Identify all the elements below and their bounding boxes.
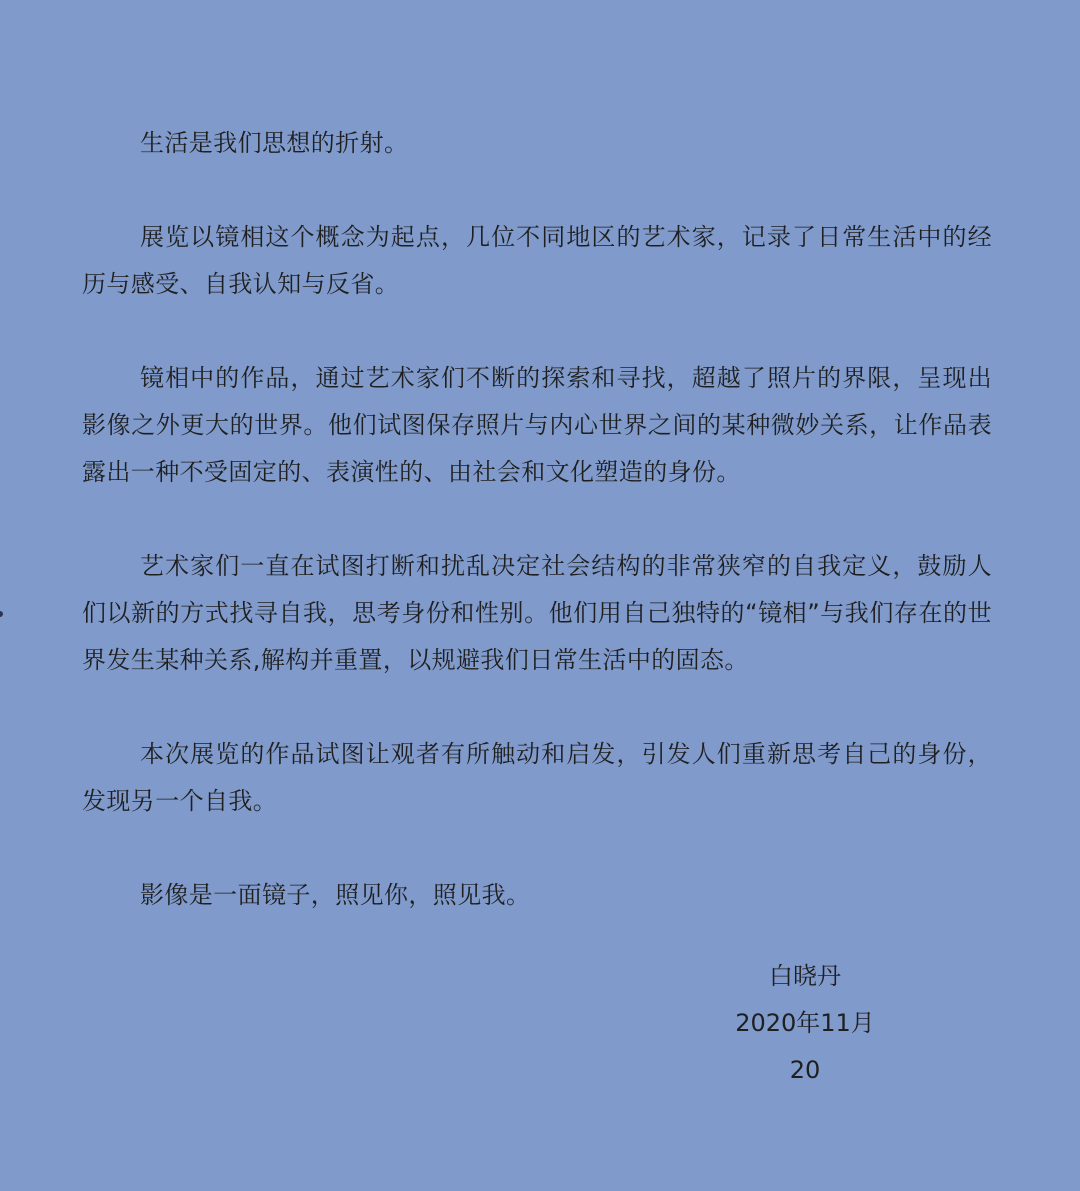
essay-body: [82, 120, 992, 919]
paragraph-4: 艺术家们一直在试图打断和扰乱决定社会结构的非常狭窄的自我定义，鼓励人们以新的方式找寻自我，思考身份和性别。他们用自己独特的“镜相”与我们存在的世界发生某种关系,解构并重置，以规避我们日常生活中的固态。: [82, 552, 992, 674]
page-edge-mark: [0, 611, 3, 617]
paragraph-6: 影像是一面镜子，照见你，照见我。: [140, 881, 531, 909]
paragraph-2: 展览以镜相这个概念为起点，几位不同地区的艺术家，记录了日常生活中的经历与感受、自我认知与反省。: [82, 223, 992, 298]
paragraph-3: 镜相中的作品，通过艺术家们不断的探索和寻找，超越了照片的界限，呈现出影像之外更大的世界。他们试图保存照片与内心世界之间的某种微妙关系，让作品表露出一种不受固定的、表演性的、由社会和文化塑造的身份。: [82, 364, 992, 486]
paragraph-1: 生活是我们思想的折射。: [140, 129, 409, 157]
paragraph-5: 本次展览的作品试图让观者有所触动和启发，引发人们重新思考自己的身份，发现另一个自我。: [82, 740, 992, 815]
signature-author: 白晓丹: [769, 962, 841, 990]
signature-block: [720, 953, 890, 1094]
signature-date: 2020年11月20: [735, 1009, 875, 1084]
